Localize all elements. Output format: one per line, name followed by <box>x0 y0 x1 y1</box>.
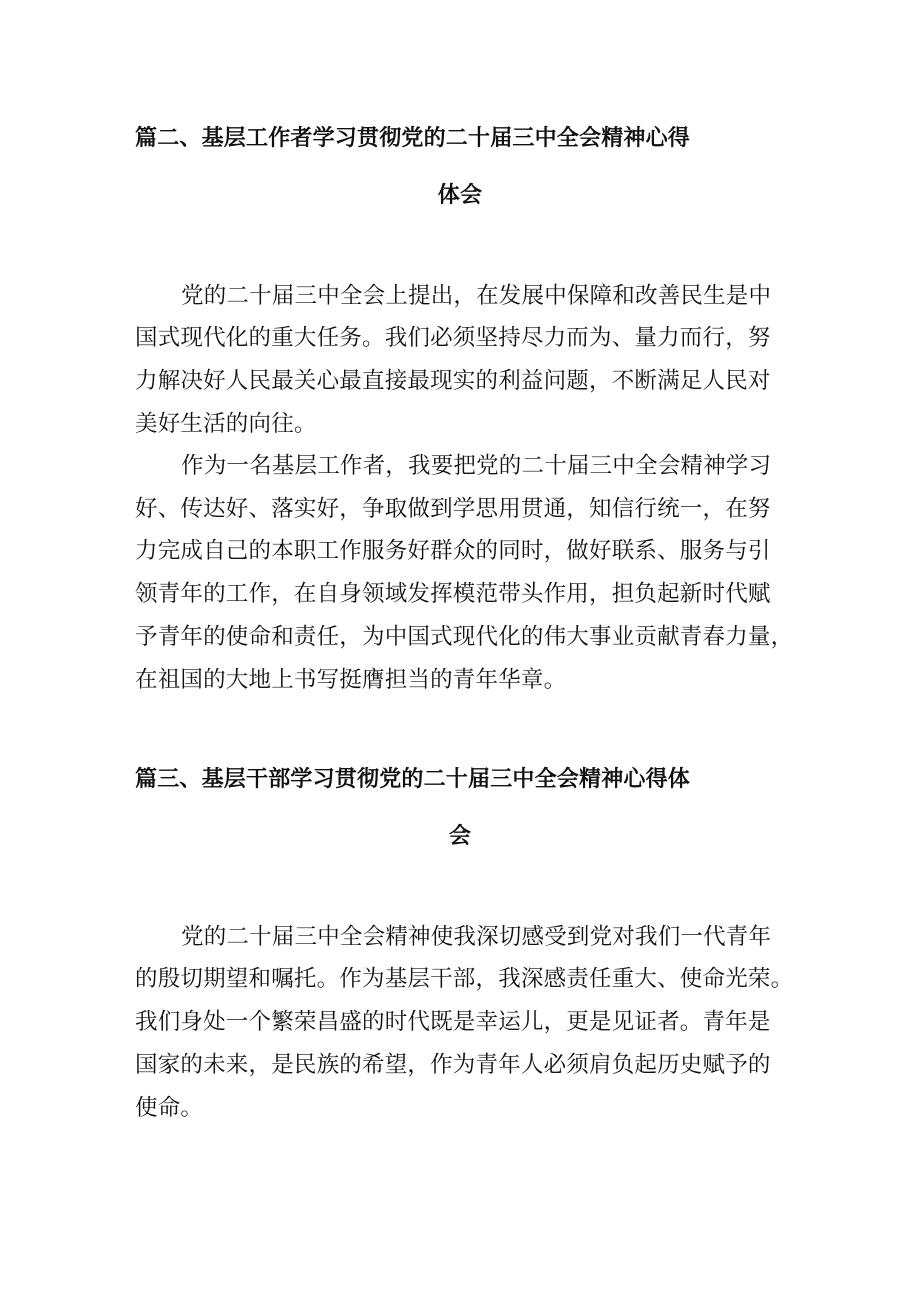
section-3-title-line-1: 篇三、基层干部学习贯彻党的二十届三中全会精神心得体 <box>135 767 691 792</box>
section-2-paragraph-2-line-3: 力完成自己的本职工作服务好群众的同时，做好联系、服务与引 <box>135 538 771 564</box>
section-3-paragraph-1-line-4: 国家的未来，是民族的希望，作为青年人必须肩负起历史赋予的 <box>135 1052 771 1078</box>
section-3-paragraph-1-line-2: 的殷切期望和嘱托。作为基层干部，我深感责任重大、使命光荣。 <box>135 966 794 992</box>
section-3-paragraph-1-line-3: 我们身处一个繁荣昌盛的时代既是幸运儿，更是见证者。青年是 <box>135 1009 771 1035</box>
section-2-paragraph-2-line-5: 予青年的使命和责任，为中国式现代化的伟大事业贡献青春力量， <box>135 624 794 650</box>
section-3-paragraph-1-line-1: 党的二十届三中全会精神使我深切感受到党对我们一代青年 <box>181 924 772 950</box>
section-3-title-line-2: 会 <box>448 824 472 849</box>
section-2-paragraph-1-line-3: 力解决好人民最关心最直接最现实的利益问题，不断满足人民对 <box>135 368 771 394</box>
section-3-paragraph-1-line-5: 使命。 <box>135 1095 204 1121</box>
section-2-paragraph-2-line-4: 领青年的工作，在自身领域发挥模范带头作用，担负起新时代赋 <box>135 581 771 607</box>
section-2-paragraph-2-line-1: 作为一名基层工作者，我要把党的二十届三中全会精神学习 <box>181 453 772 479</box>
section-2-paragraph-1-line-2: 国式现代化的重大任务。我们必须坚持尽力而为、量力而行，努 <box>135 325 771 351</box>
section-2-paragraph-2-line-6: 在祖国的大地上书写挺膺担当的青年华章。 <box>135 667 567 693</box>
section-2-title-line-1: 篇二、基层工作者学习贯彻党的二十届三中全会精神心得 <box>135 126 691 151</box>
section-2-title-line-2: 体会 <box>437 183 483 208</box>
section-2-paragraph-1-line-1: 党的二十届三中全会上提出，在发展中保障和改善民生是中 <box>181 283 772 309</box>
section-2-paragraph-1-line-4: 美好生活的向往。 <box>135 411 317 437</box>
section-2-paragraph-2-line-2: 好、传达好、落实好，争取做到学思用贯通，知信行统一，在努 <box>135 496 771 522</box>
